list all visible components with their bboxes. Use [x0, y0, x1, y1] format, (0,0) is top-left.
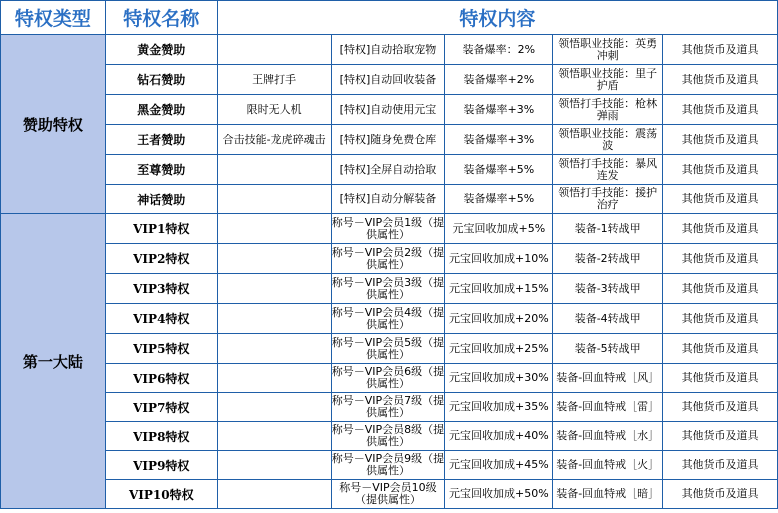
cell-text: 称号－VIP会员1级（提供属性） — [331, 216, 445, 241]
privilege-content-cell — [217, 274, 331, 304]
cell-text: [特权]自动拾取宠物 — [339, 43, 437, 56]
table-row — [1, 480, 778, 509]
privilege-content-cell — [663, 334, 778, 364]
cell-text: 元宝回收加成+40% — [448, 430, 549, 442]
privilege-content-cell — [663, 155, 778, 185]
cell-text: 装备爆率+2% — [463, 73, 535, 86]
privilege-content-cell — [331, 65, 445, 95]
privilege-content-cell — [445, 65, 553, 95]
cell-text: [特权]随身免费仓库 — [339, 133, 437, 146]
cell-text: 领悟打手技能：枪林弹雨 — [558, 97, 658, 122]
privilege-name-cell: VIP10特权 — [105, 480, 217, 509]
cell-text: [特权]自动分解装备 — [339, 193, 437, 205]
privilege-content-cell — [331, 422, 445, 451]
privilege-content-cell — [663, 185, 778, 214]
privilege-content-cell — [663, 364, 778, 393]
cell-text: 其他货币及道具 — [681, 163, 759, 176]
privilege-content-cell — [217, 185, 331, 214]
privilege-content-cell — [663, 480, 778, 509]
cell-text: 装备-回血特戒［雷］ — [556, 401, 660, 413]
cell-text: 其他货币及道具 — [681, 252, 759, 265]
privilege-name-cell: 黄金赞助 — [105, 35, 217, 65]
privilege-content-cell — [217, 214, 331, 244]
cell-text: 装备爆率：2% — [462, 43, 536, 56]
table-body — [1, 35, 778, 509]
privilege-content-cell — [553, 185, 663, 214]
category-cell: 赞助特权 — [1, 35, 106, 214]
table-row — [1, 155, 778, 185]
cell-text: 元宝回收加成+50% — [448, 488, 549, 500]
privilege-name-cell: 钻石赞助 — [105, 65, 217, 95]
privilege-content-cell — [217, 451, 331, 480]
privilege-name-cell: 至尊赞助 — [105, 155, 217, 185]
cell-text: [特权]自动使用元宝 — [339, 103, 437, 116]
privilege-content-cell — [553, 480, 663, 509]
cell-text: 称号－VIP会员4级（提供属性） — [331, 306, 445, 331]
cell-text: 其他货币及道具 — [681, 430, 759, 442]
table-row — [1, 214, 778, 244]
privilege-content-cell — [553, 364, 663, 393]
cell-text: 装备-2转战甲 — [574, 252, 641, 265]
privilege-name-cell: 王者赞助 — [105, 125, 217, 155]
privilege-content-cell — [663, 422, 778, 451]
cell-text: 其他货币及道具 — [681, 312, 759, 325]
privilege-content-cell — [331, 393, 445, 422]
table-row — [1, 244, 778, 274]
privilege-content-cell — [217, 304, 331, 334]
privilege-content-cell — [553, 35, 663, 65]
privilege-content-cell — [217, 480, 331, 509]
privilege-content-cell — [445, 304, 553, 334]
table-row — [1, 95, 778, 125]
privilege-content-cell — [331, 95, 445, 125]
privilege-content-cell — [445, 244, 553, 274]
privilege-content-cell — [553, 334, 663, 364]
cell-text: 其他货币及道具 — [681, 459, 759, 471]
cell-text: 其他货币及道具 — [681, 73, 759, 86]
privilege-content-cell — [331, 364, 445, 393]
cell-text: 元宝回收加成+15% — [448, 282, 549, 295]
table-row — [1, 393, 778, 422]
privilege-content-cell — [445, 334, 553, 364]
privilege-name-cell: VIP7特权 — [105, 393, 217, 422]
privilege-name-cell: VIP5特权 — [105, 334, 217, 364]
privilege-content-cell — [553, 393, 663, 422]
privilege-content-cell — [217, 334, 331, 364]
privilege-content-cell — [331, 451, 445, 480]
cell-text: 元宝回收加成+45% — [448, 459, 549, 471]
privilege-name-cell: VIP1特权 — [105, 214, 217, 244]
privilege-content-cell — [217, 65, 331, 95]
privilege-content-cell — [663, 95, 778, 125]
cell-text: 装备爆率+3% — [463, 133, 535, 146]
cell-text: 元宝回收加成+30% — [448, 372, 549, 384]
privilege-content-cell — [217, 155, 331, 185]
privilege-content-cell — [445, 95, 553, 125]
privilege-content-cell — [663, 35, 778, 65]
cell-text: 其他货币及道具 — [681, 282, 759, 295]
privilege-content-cell — [445, 274, 553, 304]
table-row — [1, 65, 778, 95]
privilege-content-cell — [553, 274, 663, 304]
privilege-content-cell — [553, 304, 663, 334]
privilege-content-cell — [445, 155, 553, 185]
privilege-content-cell — [331, 274, 445, 304]
cell-text: 称号－VIP会员8级（提供属性） — [331, 424, 445, 448]
privilege-content-cell — [445, 393, 553, 422]
privilege-content-cell — [663, 304, 778, 334]
privilege-content-cell — [217, 364, 331, 393]
cell-text: 称号－VIP会员6级（提供属性） — [331, 366, 445, 390]
privilege-name-cell: 神话赞助 — [105, 185, 217, 214]
cell-text: 称号－VIP会员10级（提供属性） — [339, 482, 437, 506]
privilege-content-cell — [331, 214, 445, 244]
privilege-content-cell — [445, 185, 553, 214]
table-row — [1, 334, 778, 364]
privilege-content-cell — [445, 422, 553, 451]
cell-text: 装备-回血特戒［暗］ — [556, 488, 660, 500]
table-row — [1, 125, 778, 155]
privilege-content-cell — [663, 451, 778, 480]
cell-text: 其他货币及道具 — [681, 401, 759, 413]
privilege-content-cell — [331, 244, 445, 274]
privilege-content-cell — [217, 244, 331, 274]
table-row — [1, 422, 778, 451]
cell-text: 王牌打手 — [252, 73, 297, 86]
cell-text: 其他货币及道具 — [681, 488, 759, 500]
cell-text: 称号－VIP会员9级（提供属性） — [331, 453, 445, 477]
header-row — [1, 1, 778, 35]
privilege-content-cell — [663, 125, 778, 155]
privilege-content-cell — [217, 35, 331, 65]
cell-text: 称号－VIP会员2级（提供属性） — [331, 246, 445, 271]
cell-text: 称号－VIP会员5级（提供属性） — [331, 336, 445, 361]
privilege-content-cell — [553, 155, 663, 185]
header-name: 特权名称 — [105, 1, 217, 35]
privilege-content-cell — [445, 364, 553, 393]
privilege-content-cell — [331, 155, 445, 185]
cell-text: 装备爆率+3% — [463, 103, 535, 116]
privilege-content-cell — [445, 214, 553, 244]
privilege-content-cell — [553, 65, 663, 95]
privilege-content-cell — [331, 35, 445, 65]
privilege-content-cell — [445, 35, 553, 65]
privilege-content-cell — [445, 480, 553, 509]
privilege-content-cell — [445, 451, 553, 480]
cell-text: 其他货币及道具 — [681, 372, 759, 384]
header-content: 特权内容 — [217, 1, 777, 35]
cell-text: 其他货币及道具 — [681, 103, 759, 116]
privilege-content-cell — [663, 244, 778, 274]
privilege-name-cell: VIP6特权 — [105, 364, 217, 393]
table-row — [1, 304, 778, 334]
cell-text: 领悟职业技能：震荡波 — [558, 127, 658, 152]
cell-text: 其他货币及道具 — [681, 193, 759, 205]
cell-text: 装备爆率+5% — [463, 163, 535, 176]
table-row — [1, 274, 778, 304]
table-row — [1, 451, 778, 480]
header-type: 特权类型 — [1, 1, 106, 35]
privilege-content-cell — [331, 185, 445, 214]
privilege-content-cell — [217, 125, 331, 155]
privilege-content-cell — [445, 125, 553, 155]
cell-text: [特权]自动回收装备 — [339, 73, 437, 86]
privilege-content-cell — [553, 244, 663, 274]
privilege-name-cell: VIP2特权 — [105, 244, 217, 274]
table-row — [1, 364, 778, 393]
cell-text: 元宝回收加成+25% — [448, 342, 549, 355]
cell-text: 装备-回血特戒［风］ — [556, 372, 660, 384]
category-cell: 第一大陆 — [1, 214, 106, 509]
cell-text: 称号－VIP会员7级（提供属性） — [331, 395, 445, 419]
cell-text: 其他货币及道具 — [681, 133, 759, 146]
privilege-content-cell — [331, 334, 445, 364]
privilege-content-cell — [553, 95, 663, 125]
privilege-content-cell — [663, 65, 778, 95]
privilege-content-cell — [663, 274, 778, 304]
privilege-content-cell — [331, 480, 445, 509]
cell-text: 领悟职业技能：英勇冲刺 — [558, 37, 658, 62]
privilege-content-cell — [663, 393, 778, 422]
cell-text: 称号－VIP会员3级（提供属性） — [331, 276, 445, 301]
cell-text: 装备-3转战甲 — [574, 282, 641, 295]
privilege-content-cell — [217, 393, 331, 422]
privilege-content-cell — [553, 214, 663, 244]
privilege-name-cell: VIP4特权 — [105, 304, 217, 334]
privilege-content-cell — [553, 422, 663, 451]
cell-text: 元宝回收加成+20% — [448, 312, 549, 325]
cell-text: 装备爆率+5% — [463, 193, 535, 205]
privilege-content-cell — [553, 451, 663, 480]
table-row — [1, 185, 778, 214]
privilege-content-cell — [331, 304, 445, 334]
privilege-content-cell — [663, 214, 778, 244]
cell-text: 领悟打手技能：暴风连发 — [558, 157, 658, 182]
cell-text: 其他货币及道具 — [681, 222, 759, 235]
table-row — [1, 35, 778, 65]
cell-text: 装备-回血特戒［火］ — [556, 459, 660, 471]
cell-text: 装备-5转战甲 — [574, 342, 641, 355]
privilege-name-cell: VIP3特权 — [105, 274, 217, 304]
cell-text: 元宝回收加成+35% — [448, 401, 549, 413]
cell-text: 其他货币及道具 — [681, 342, 759, 355]
cell-text: 合击技能-龙虎碎魂击 — [222, 133, 326, 146]
privilege-name-cell: VIP9特权 — [105, 451, 217, 480]
privilege-content-cell — [217, 422, 331, 451]
cell-text: 元宝回收加成+10% — [448, 252, 549, 265]
privilege-name-cell: 黑金赞助 — [105, 95, 217, 125]
cell-text: 装备-4转战甲 — [574, 312, 641, 325]
cell-text: 其他货币及道具 — [681, 43, 759, 56]
cell-text: 装备-回血特戒［水］ — [556, 430, 660, 442]
privilege-name-cell: VIP8特权 — [105, 422, 217, 451]
cell-text: 领悟打手技能：援护治疗 — [558, 187, 658, 211]
cell-text: [特权]全屏自动拾取 — [339, 163, 437, 176]
cell-text: 元宝回收加成+5% — [452, 222, 546, 235]
privilege-content-cell — [553, 125, 663, 155]
cell-text: 领悟职业技能：里子护盾 — [558, 67, 658, 92]
privilege-content-cell — [217, 95, 331, 125]
cell-text: 装备-1转战甲 — [574, 222, 641, 235]
privilege-content-cell — [331, 125, 445, 155]
cell-text: 限时无人机 — [246, 103, 302, 116]
